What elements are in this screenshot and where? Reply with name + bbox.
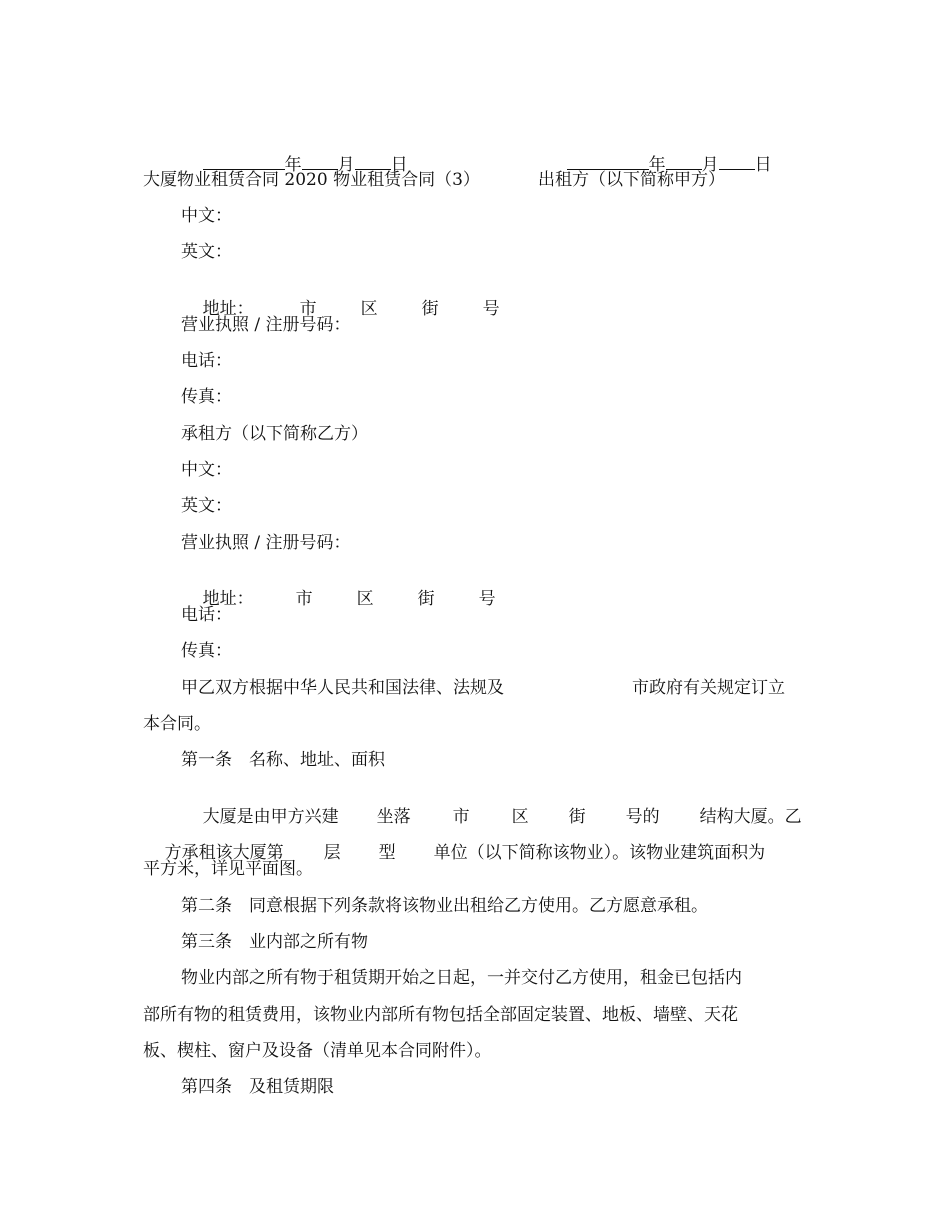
party-b-license-label: 营业执照 / 注册号码： bbox=[181, 533, 351, 553]
article1-text: 坐落 bbox=[376, 807, 411, 827]
address-city: 市 bbox=[299, 299, 317, 319]
article1-text: 单位（以下简称该物业）。该物业建筑面积为 bbox=[433, 843, 766, 863]
preamble-part3: 本合同。 bbox=[143, 714, 211, 734]
month-label: 月 bbox=[701, 155, 719, 175]
year-label: 年 bbox=[648, 155, 666, 175]
party-a-fax-label: 传真： bbox=[181, 387, 232, 407]
party-b-fax-label: 传真： bbox=[181, 641, 232, 661]
address-city: 市 bbox=[295, 589, 313, 609]
party-b-address bbox=[181, 569, 496, 609]
address-number: 号 bbox=[478, 589, 496, 609]
article1-text: 层 bbox=[323, 843, 341, 863]
article4-heading: 第四条 及租赁期限 bbox=[181, 1077, 334, 1097]
article1-text: 街 bbox=[568, 807, 586, 827]
day-label: 日 bbox=[754, 155, 772, 175]
day-blank bbox=[355, 153, 391, 170]
article3-line2: 部所有物的租赁费用，该物业内部所有物包括全部固定装置、地板、墙壁、天花 bbox=[143, 1005, 738, 1025]
article1-text: 区 bbox=[511, 807, 529, 827]
article1-text: 市 bbox=[452, 807, 470, 827]
article3-line3: 板、楔柱、窗户及设备（清单见本合同附件）。 bbox=[143, 1041, 492, 1061]
lessor-heading: 出租方（以下简称甲方） bbox=[538, 170, 725, 190]
article3-line1: 物业内部之所有物于租赁期开始之日起，一并交付乙方使用，租金已包括内 bbox=[181, 968, 742, 988]
address-district: 区 bbox=[360, 299, 378, 319]
month-label: 月 bbox=[337, 155, 355, 175]
article1-text: 型 bbox=[378, 843, 396, 863]
party-a-address bbox=[181, 279, 500, 319]
party-b-english-label: 英文： bbox=[181, 496, 232, 516]
party-b-phone-label: 电话： bbox=[181, 605, 232, 625]
article1-line2 bbox=[143, 823, 766, 863]
address-label: 地址： bbox=[202, 589, 254, 609]
party-a-english-label: 英文： bbox=[181, 242, 232, 262]
article1-heading: 第一条 名称、地址、面积 bbox=[181, 750, 385, 770]
article3-heading: 第三条 业内部之所有物 bbox=[181, 932, 368, 952]
month-blank bbox=[666, 153, 702, 170]
day-blank bbox=[719, 153, 755, 170]
preamble-part2: 市政府有关规定订立 bbox=[632, 678, 785, 698]
party-b-chinese-label: 中文： bbox=[181, 460, 232, 480]
year-label: 年 bbox=[284, 155, 302, 175]
address-district: 区 bbox=[356, 589, 374, 609]
year-blank bbox=[567, 153, 649, 170]
address-label: 地址： bbox=[202, 299, 254, 319]
address-street: 街 bbox=[421, 299, 439, 319]
article1-text: 大厦是由甲方兴建 bbox=[202, 807, 339, 827]
preamble-part1: 甲乙双方根据中华人民共和国法律、法规及 bbox=[181, 678, 504, 698]
year-blank bbox=[203, 153, 285, 170]
article1-text: 号的 bbox=[625, 807, 660, 827]
day-label: 日 bbox=[390, 155, 408, 175]
party-a-license-label: 营业执照 / 注册号码： bbox=[181, 315, 351, 335]
address-street: 街 bbox=[417, 589, 435, 609]
document-title: 大厦物业租赁合同 2020 物业租赁合同（3） bbox=[143, 170, 480, 190]
lessee-heading: 承租方（以下简称乙方） bbox=[181, 424, 368, 444]
article2-text: 第二条 同意根据下列条款将该物业出租给乙方使用。乙方愿意承租。 bbox=[181, 896, 708, 916]
date-line-left bbox=[181, 133, 408, 175]
month-blank bbox=[302, 153, 338, 170]
date-line-right bbox=[545, 133, 772, 175]
article1-line1 bbox=[181, 787, 802, 827]
party-a-chinese-label: 中文： bbox=[181, 206, 232, 226]
article1-text: 结构大厦。乙 bbox=[699, 807, 802, 827]
article1-line3: 平方米，详见平面图。 bbox=[143, 859, 313, 879]
address-number: 号 bbox=[482, 299, 500, 319]
party-a-phone-label: 电话： bbox=[181, 351, 232, 371]
article1-text: 方承租该大厦第 bbox=[164, 843, 284, 863]
